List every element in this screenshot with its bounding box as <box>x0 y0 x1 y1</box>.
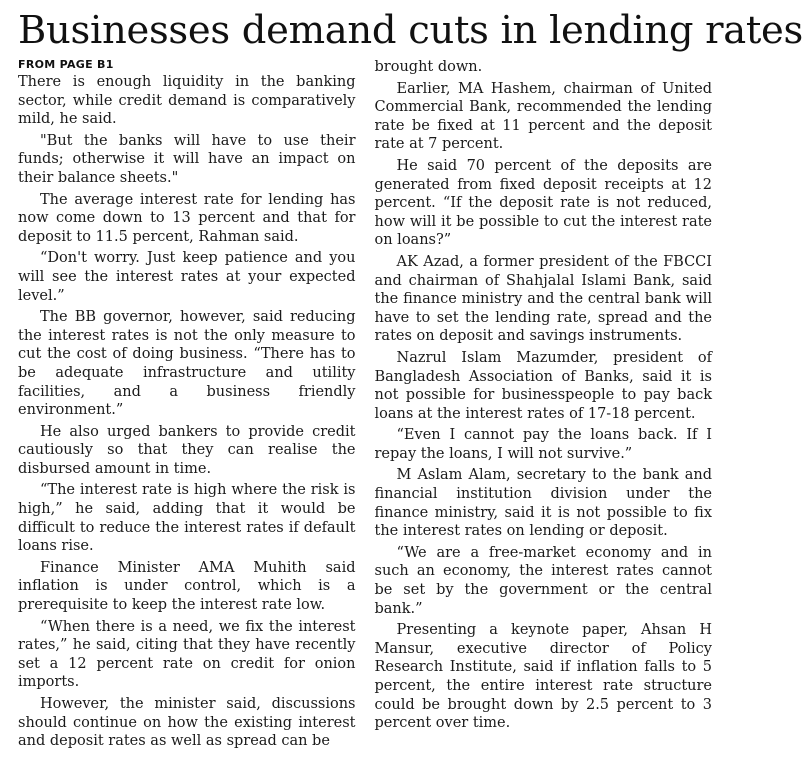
paragraph: Presenting a keynote paper, Ahsan H Mansur, executive director of Policy Research Institute, said if inflation falls to 5 percent, the entire interest rate structure could be brought down by 2.5 percent to 3 percent over time. <box>374 622 712 732</box>
paragraph: “The interest rate is high where the risk is high,” he said, adding that it would be difficult to reduce the interest rates if default loans rise. <box>18 482 356 555</box>
article-body <box>18 58 712 754</box>
paragraph: “We are a free-market economy and in such an economy, the interest rates cannot be set by the government or the central bank.” <box>374 544 712 617</box>
column-2 <box>375 58 713 754</box>
paragraph: The average interest rate for lending has now come down to 13 percent and that for deposit to 11.5 percent, Rahman said. <box>18 191 356 245</box>
paragraph: brought down. <box>374 59 483 75</box>
paragraph: He said 70 percent of the deposits are generated from fixed deposit receipts at 12 percent. “If the deposit rate is not reduced, how will it be possible to cut the interest rate on loans?” <box>374 157 712 249</box>
column-1 <box>18 58 356 754</box>
paragraph: Earlier, MA Hashem, chairman of United Commercial Bank, recommended the lending rate be fixed at 11 percent and the deposit rate at 7 percent. <box>374 80 712 153</box>
paragraph: “Don't worry. Just keep patience and you will see the interest rates at your expected level.” <box>18 250 356 304</box>
headline: Businesses demand cuts in lending rates <box>18 8 803 53</box>
kicker: FROM PAGE B1 <box>18 58 114 71</box>
paragraph: M Aslam Alam, secretary to the bank and financial institution division under the finance ministry, said it is not possible to fix the interest rates on lending or deposit. <box>374 467 712 540</box>
paragraph: AK Azad, a former president of the FBCCI and chairman of Shahjalal Islami Bank, said the finance ministry and the central bank will have to set the lending rate, spread and the rates on deposit and savings instruments. <box>374 253 712 345</box>
paragraph: The BB governor, however, said reducing the interest rates is not the only measure to cut the cost of doing business. “There has to be adequate infrastructure and utility facilities, and a business friendly environment.” <box>18 309 356 419</box>
paragraph: “When there is a need, we fix the interest rates,” he said, citing that they have recently set a 12 percent rate on credit for onion imports. <box>18 618 356 691</box>
paragraph: “Even I cannot pay the loans back. If I repay the loans, I will not survive.” <box>374 427 712 462</box>
paragraph: However, the minister said, discussions should continue on how the existing interest and deposit rates as well as spread can be <box>18 696 356 750</box>
paragraph: "But the banks will have to use their funds; otherwise it will have an impact on their balance sheets." <box>18 132 356 186</box>
paragraph: Nazrul Islam Mazumder, president of Bangladesh Association of Banks, said it is not possible for businesspeople to pay back loans at the interest rates of 17-18 percent. <box>374 349 712 422</box>
paragraph: There is enough liquidity in the banking sector, while credit demand is comparatively mild, he said. <box>18 74 356 128</box>
paragraph: He also urged bankers to provide credit cautiously so that they can realise the disbursed amount in time. <box>18 423 356 477</box>
paragraph: Finance Minister AMA Muhith said inflation is under control, which is a prerequisite to keep the interest rate low. <box>18 559 356 614</box>
